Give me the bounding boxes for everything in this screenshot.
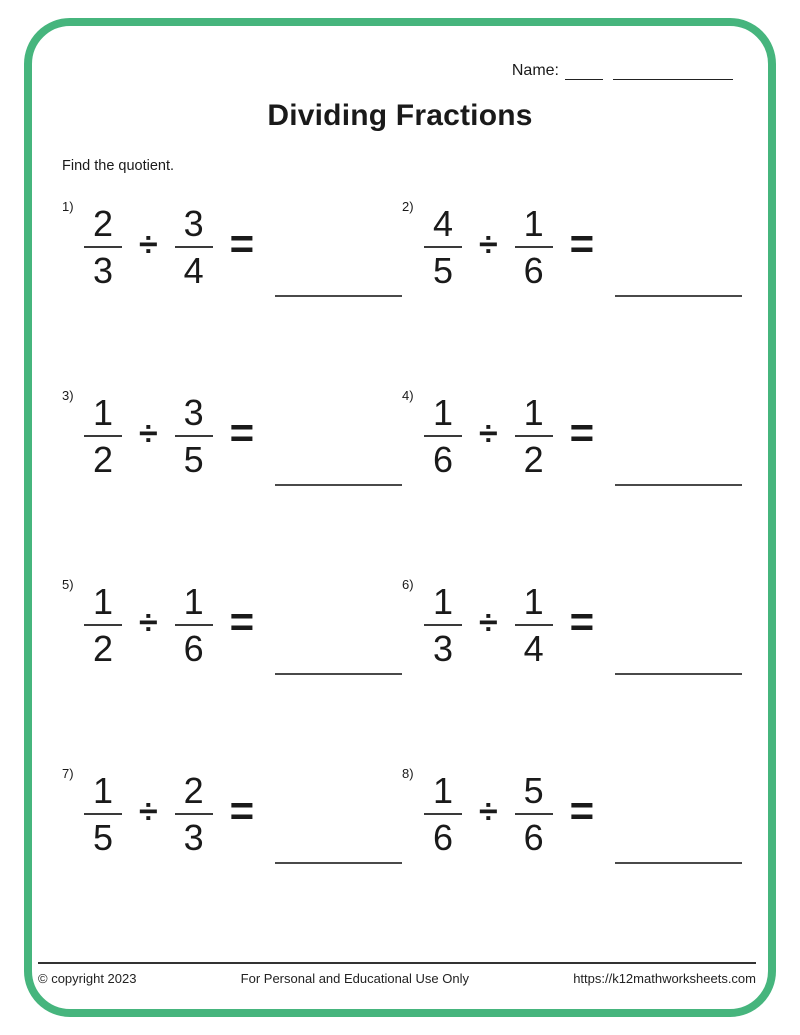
fraction-divisor [175, 205, 213, 290]
fraction-bar [175, 246, 213, 248]
problem-number: 1) [62, 199, 74, 214]
problem-8 [402, 764, 742, 953]
footer-divider [38, 962, 756, 964]
numerator: 1 [92, 770, 114, 811]
problem-number: 7) [62, 766, 74, 781]
expression [84, 575, 402, 668]
denominator: 3 [432, 628, 454, 670]
expression [424, 575, 742, 668]
problem-number: 8) [402, 766, 414, 781]
usage-text: For Personal and Educational Use Only [240, 971, 470, 986]
numerator: 1 [432, 392, 454, 433]
numerator: 5 [523, 770, 544, 811]
name-blank-line[interactable] [565, 65, 603, 80]
fraction-bar [175, 435, 213, 437]
denominator: 6 [523, 250, 544, 292]
fraction-divisor [515, 772, 553, 857]
equals-sign: = [229, 787, 255, 835]
division-sign: ÷ [479, 414, 498, 453]
expression [84, 386, 402, 479]
answer-blank[interactable] [615, 295, 742, 297]
problem-number: 3) [62, 388, 74, 403]
numerator: 1 [523, 581, 544, 622]
fraction-bar [424, 813, 462, 815]
fraction-dividend [84, 394, 122, 479]
numerator: 3 [183, 392, 204, 433]
answer-blank[interactable] [275, 295, 402, 297]
website-url: https://k12mathworksheets.com [573, 971, 756, 986]
answer-blank[interactable] [615, 484, 742, 486]
page-title: Dividing Fractions [267, 99, 533, 132]
division-sign: ÷ [479, 225, 498, 264]
problem-number: 6) [402, 577, 414, 592]
fraction-bar [515, 435, 553, 437]
denominator: 2 [523, 439, 544, 481]
division-sign: ÷ [139, 603, 158, 642]
denominator: 5 [92, 817, 114, 859]
numerator: 1 [92, 392, 114, 433]
fraction-divisor [515, 394, 553, 479]
answer-blank[interactable] [615, 673, 742, 675]
equals-sign: = [229, 409, 255, 457]
fraction-dividend [424, 583, 462, 668]
equals-sign: = [569, 787, 595, 835]
numerator: 2 [183, 770, 204, 811]
problem-3 [62, 386, 402, 575]
denominator: 4 [183, 250, 204, 292]
fraction-dividend [84, 583, 122, 668]
fraction-bar [84, 624, 122, 626]
equals-sign: = [569, 409, 595, 457]
numerator: 3 [183, 203, 204, 244]
problem-4 [402, 386, 742, 575]
denominator: 6 [432, 439, 454, 481]
expression [424, 764, 742, 857]
fraction-dividend [424, 205, 462, 290]
problems-grid [62, 197, 742, 953]
numerator: 2 [92, 203, 114, 244]
page-footer [38, 962, 756, 986]
copyright-text: © copyright 2023 [38, 971, 137, 986]
fraction-divisor [175, 394, 213, 479]
denominator: 3 [92, 250, 114, 292]
fraction-bar [84, 246, 122, 248]
instruction-text: Find the quotient. [62, 158, 175, 174]
problem-2 [402, 197, 742, 386]
fraction-divisor [175, 583, 213, 668]
fraction-bar [515, 624, 553, 626]
name-blank-line[interactable] [613, 65, 733, 80]
numerator: 1 [523, 203, 544, 244]
name-row [512, 62, 733, 80]
numerator: 1 [183, 581, 204, 622]
footer-row [38, 971, 756, 986]
fraction-divisor [515, 583, 553, 668]
fraction-divisor [175, 772, 213, 857]
fraction-bar [84, 435, 122, 437]
denominator: 2 [92, 628, 114, 670]
fraction-bar [84, 813, 122, 815]
problem-number: 5) [62, 577, 74, 592]
equals-sign: = [569, 598, 595, 646]
problem-number: 4) [402, 388, 414, 403]
division-sign: ÷ [479, 603, 498, 642]
denominator: 3 [183, 817, 204, 859]
denominator: 2 [92, 439, 114, 481]
problem-6 [402, 575, 742, 764]
fraction-bar [175, 813, 213, 815]
fraction-bar [424, 246, 462, 248]
expression [84, 764, 402, 857]
numerator: 1 [432, 770, 454, 811]
problem-5 [62, 575, 402, 764]
expression [424, 197, 742, 290]
expression [84, 197, 402, 290]
fraction-dividend [84, 772, 122, 857]
equals-sign: = [569, 220, 595, 268]
problem-7 [62, 764, 402, 953]
denominator: 6 [432, 817, 454, 859]
division-sign: ÷ [139, 792, 158, 831]
fraction-bar [424, 624, 462, 626]
answer-blank[interactable] [275, 484, 402, 486]
denominator: 5 [183, 439, 204, 481]
fraction-bar [515, 813, 553, 815]
fraction-dividend [84, 205, 122, 290]
denominator: 4 [523, 628, 544, 670]
expression [424, 386, 742, 479]
numerator: 1 [92, 581, 114, 622]
fraction-dividend [424, 394, 462, 479]
equals-sign: = [229, 598, 255, 646]
division-sign: ÷ [479, 792, 498, 831]
numerator: 4 [432, 203, 454, 244]
answer-blank[interactable] [615, 862, 742, 864]
denominator: 5 [432, 250, 454, 292]
problem-1 [62, 197, 402, 386]
equals-sign: = [229, 220, 255, 268]
fraction-dividend [424, 772, 462, 857]
denominator: 6 [523, 817, 544, 859]
answer-blank[interactable] [275, 673, 402, 675]
fraction-bar [175, 624, 213, 626]
numerator: 1 [523, 392, 544, 433]
division-sign: ÷ [139, 414, 158, 453]
division-sign: ÷ [139, 225, 158, 264]
numerator: 1 [432, 581, 454, 622]
fraction-bar [424, 435, 462, 437]
problem-number: 2) [402, 199, 414, 214]
fraction-bar [515, 246, 553, 248]
answer-blank[interactable] [275, 862, 402, 864]
name-label: Name: [511, 62, 559, 79]
denominator: 6 [183, 628, 204, 670]
fraction-divisor [515, 205, 553, 290]
